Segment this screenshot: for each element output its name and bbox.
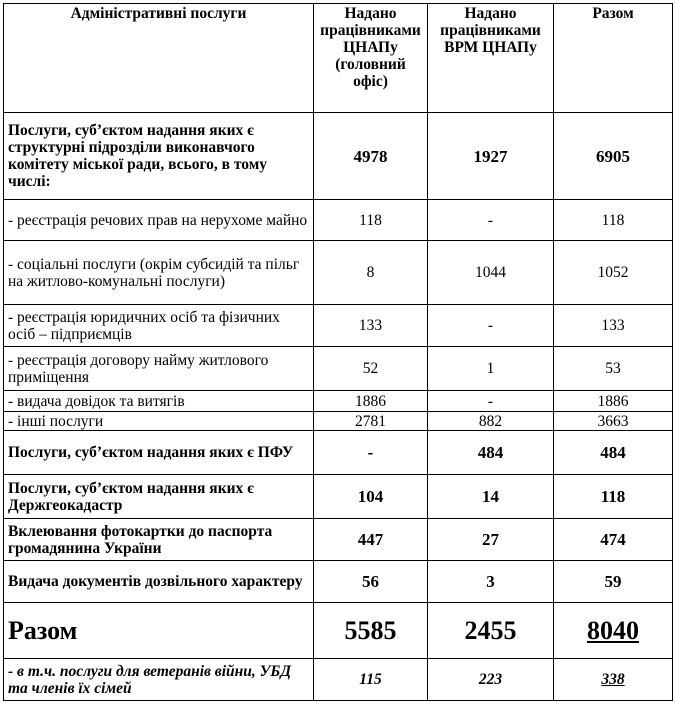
table-row xyxy=(4,431,673,475)
row-total: 3663 xyxy=(554,412,673,431)
row-main: 447 xyxy=(314,519,428,561)
row-total: 1052 xyxy=(554,241,673,305)
header-total: Разом xyxy=(554,4,673,113)
row-total: 118 xyxy=(554,475,673,519)
table-row xyxy=(4,241,673,305)
row-main: 4978 xyxy=(314,113,428,200)
row-total: 1886 xyxy=(554,391,673,412)
row-label: Послуги, суб’єктом надання яких є Держгеокадастр xyxy=(4,475,314,519)
veterans-main: 115 xyxy=(314,659,428,701)
table-row xyxy=(4,305,673,347)
row-label: Видача документів дозвільного характеру xyxy=(4,561,314,603)
row-main: 52 xyxy=(314,347,428,391)
row-main: 8 xyxy=(314,241,428,305)
veterans-label: - в т.ч. послуги для ветеранів війни, УБД та членів їх сімей xyxy=(4,659,314,701)
total-vrm: 2455 xyxy=(428,603,554,659)
table-row xyxy=(4,519,673,561)
row-label: Послуги, суб’єктом надання яких є структурні підрозділи виконавчого комітету міської ради, всього, в тому числі: xyxy=(4,113,314,200)
table-row xyxy=(4,113,673,200)
veterans-vrm: 223 xyxy=(428,659,554,701)
row-vrm: 1927 xyxy=(428,113,554,200)
row-label: - інші послуги xyxy=(4,412,314,431)
row-main: - xyxy=(314,431,428,475)
veterans-total: 338 xyxy=(554,659,673,701)
row-total: 118 xyxy=(554,200,673,241)
table-row xyxy=(4,412,673,431)
row-total: 53 xyxy=(554,347,673,391)
row-main: 104 xyxy=(314,475,428,519)
row-main: 133 xyxy=(314,305,428,347)
row-main: 2781 xyxy=(314,412,428,431)
row-total: 133 xyxy=(554,305,673,347)
table-row xyxy=(4,347,673,391)
row-vrm: 882 xyxy=(428,412,554,431)
table-row xyxy=(4,200,673,241)
row-label: Вклеювання фотокартки до паспорта громадянина України xyxy=(4,519,314,561)
row-label: - реєстрація юридичних осіб та фізичних осіб – підприємців xyxy=(4,305,314,347)
row-total: 474 xyxy=(554,519,673,561)
table-row xyxy=(4,475,673,519)
row-label: - реєстрація речових прав на нерухоме майно xyxy=(4,200,314,241)
row-vrm: 3 xyxy=(428,561,554,603)
total-grand: 8040 xyxy=(554,603,673,659)
total-main: 5585 xyxy=(314,603,428,659)
row-vrm: 27 xyxy=(428,519,554,561)
total-row xyxy=(4,603,673,659)
row-total: 484 xyxy=(554,431,673,475)
row-label: Послуги, суб’єктом надання яких є ПФУ xyxy=(4,431,314,475)
header-main-office: Надано працівниками ЦНАПу (головний офіс) xyxy=(314,4,428,113)
row-main: 118 xyxy=(314,200,428,241)
row-label: - соціальні послуги (окрім субсидій та пільг на житлово-комунальні послуги) xyxy=(4,241,314,305)
row-vrm: 484 xyxy=(428,431,554,475)
row-vrm: 1044 xyxy=(428,241,554,305)
row-total: 6905 xyxy=(554,113,673,200)
row-vrm: - xyxy=(428,305,554,347)
row-main: 1886 xyxy=(314,391,428,412)
header-row xyxy=(4,4,673,113)
total-label: Разом xyxy=(4,603,314,659)
row-vrm: 1 xyxy=(428,347,554,391)
table-row xyxy=(4,561,673,603)
services-table xyxy=(3,3,673,701)
header-vrm: Надано працівниками ВРМ ЦНАПу xyxy=(428,4,554,113)
header-services: Адміністративні послуги xyxy=(4,4,314,113)
row-vrm: - xyxy=(428,391,554,412)
row-vrm: - xyxy=(428,200,554,241)
row-label: - реєстрація договору найму житлового приміщення xyxy=(4,347,314,391)
veterans-row xyxy=(4,659,673,701)
row-label: - видача довідок та витягів xyxy=(4,391,314,412)
row-vrm: 14 xyxy=(428,475,554,519)
row-total: 59 xyxy=(554,561,673,603)
row-main: 56 xyxy=(314,561,428,603)
table-row xyxy=(4,391,673,412)
